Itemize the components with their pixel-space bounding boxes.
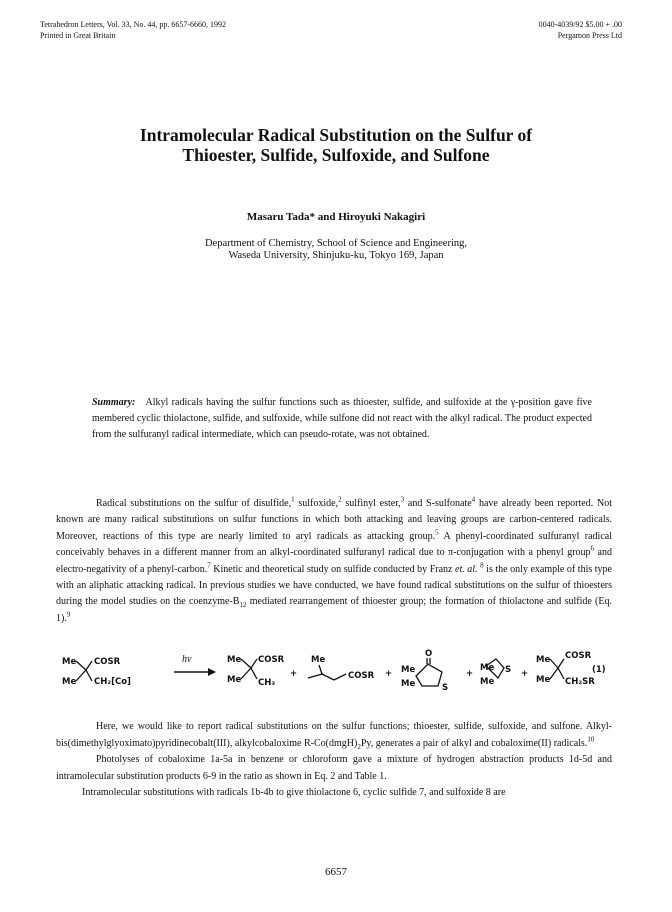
body-paragraph-1 bbox=[56, 496, 612, 627]
subscript-2: 2 bbox=[357, 742, 361, 751]
eq-label: Me bbox=[311, 655, 326, 665]
arrowhead-icon bbox=[208, 668, 216, 676]
body-paragraph-4: Intramolecular substitutions with radicals 1b-4b to give thiolactone 6, cyclic sulfide 7, and sulfoxide 8 are bbox=[82, 787, 506, 799]
eq-label: Me bbox=[480, 677, 495, 687]
eq-label: CH₃ bbox=[258, 678, 276, 688]
reference-mark: 4 bbox=[471, 495, 476, 504]
eq-label: CH₂SR bbox=[565, 677, 595, 687]
bond-line bbox=[308, 674, 322, 678]
eq-label: Me bbox=[227, 655, 242, 665]
eq-label: Me bbox=[536, 655, 551, 665]
reference-mark: 10 bbox=[587, 735, 595, 744]
bond-line bbox=[550, 668, 558, 679]
para1-text: Kinetic and theoretical study on sulfide conducted by Franz bbox=[210, 563, 456, 575]
eq-label: S bbox=[505, 665, 512, 675]
bond-line bbox=[241, 659, 251, 668]
summary-label: Summary: bbox=[92, 397, 136, 408]
bond-line bbox=[76, 661, 86, 670]
eq-label: Me bbox=[536, 675, 551, 685]
body-paragraph-2 bbox=[56, 719, 612, 802]
author-list: Masaru Tada* and Hiroyuki Nakagiri bbox=[246, 211, 426, 223]
para2-text: Py, generates a pair of alkyl and cobaloxime(II) radicals. bbox=[360, 737, 588, 749]
eq-label: Me bbox=[480, 663, 495, 673]
reference-mark: 3 bbox=[400, 495, 405, 504]
bond-line bbox=[241, 668, 251, 679]
running-header-printed: Printed in Great Britain bbox=[40, 31, 116, 40]
bond-line bbox=[322, 674, 334, 680]
ring-shape bbox=[416, 664, 442, 686]
eq-label: COSR bbox=[565, 651, 592, 661]
bond-line bbox=[251, 668, 257, 679]
para1-text: sulfinyl ester, bbox=[341, 498, 401, 509]
bond-line bbox=[558, 659, 564, 668]
reactant-structure bbox=[62, 657, 131, 687]
running-header-code: 0040-4039/92 $5.00 + .00 bbox=[538, 20, 622, 29]
eq-label: Me bbox=[62, 657, 77, 667]
product-3-structure bbox=[401, 649, 448, 693]
et-al: et. al. bbox=[455, 563, 478, 575]
reference-mark: 7 bbox=[207, 561, 211, 570]
eq-label: Me bbox=[62, 677, 77, 687]
running-header-publisher: Pergamon Press Ltd bbox=[557, 31, 622, 40]
para2-text: Here, we would like to report radical substitutions on the sulfur functions; thioester, sulfide, sulfoxide, and sulfone. Alkyl-bis(dimethylglyoximato)pyridinecobalt(III), alkylcobaloxime R-Co(dmgH) bbox=[56, 721, 612, 749]
paper-title bbox=[60, 125, 612, 165]
bond-line bbox=[319, 665, 322, 674]
bond-line bbox=[86, 670, 92, 681]
reference-mark: 1 bbox=[291, 495, 295, 504]
reference-mark: 9 bbox=[66, 610, 71, 619]
plus-sign: + bbox=[385, 669, 393, 679]
product-1-structure bbox=[227, 655, 285, 688]
affiliation-line-2: Waseda University, Shinjuku-ku, Tokyo 169, Japan bbox=[228, 250, 444, 261]
reaction-arrow bbox=[174, 654, 216, 676]
bond-line bbox=[76, 670, 86, 681]
bond-line bbox=[334, 674, 346, 680]
para1-text: mediated rearrangement of thioester group; the formation of thiolactone and sulfide (Eq. 1). bbox=[56, 596, 612, 624]
bond-line bbox=[550, 659, 558, 668]
para1-text: is the only example of this type with an aliphatic attacking radical. In previous studies we have conducted, we have found radical substitutions on the sulfur of thioesters during the model studies on the coenzyme-B bbox=[56, 563, 613, 608]
affiliation bbox=[0, 238, 672, 262]
eq-label: Me bbox=[227, 675, 242, 685]
eq-label: COSR bbox=[348, 671, 375, 681]
product-4-structure bbox=[480, 659, 511, 687]
eq-label: Me bbox=[401, 665, 416, 675]
body-paragraph-3: Photolyses of cobaloxime 1a-5a in benzene or chloroform gave a mixture of hydrogen abstraction products 1d-5d and intramolecular substitution products 6-9 in the ratio as shown in Eq. 2 and Table 1. bbox=[56, 754, 612, 782]
para1-text: Radical substitutions on the sulfur of disulfide, bbox=[96, 498, 292, 509]
hv-label: hv bbox=[182, 654, 192, 665]
eq-label: CH₂[Co] bbox=[94, 677, 131, 687]
eq-label: O bbox=[425, 649, 433, 659]
eq-label: COSR bbox=[94, 657, 121, 667]
product-2-structure bbox=[308, 655, 375, 681]
reference-mark: 6 bbox=[590, 544, 595, 553]
para1-text: and S-sulfonate bbox=[404, 498, 472, 509]
reference-mark: 5 bbox=[435, 528, 439, 537]
plus-sign: + bbox=[466, 669, 474, 679]
plus-sign: + bbox=[290, 669, 298, 679]
reference-mark: 2 bbox=[338, 495, 342, 504]
reaction-equation-1 bbox=[56, 648, 616, 698]
para1-text: sulfoxide, bbox=[294, 498, 339, 509]
bond-line bbox=[251, 659, 257, 668]
plus-sign: + bbox=[521, 669, 529, 679]
title-line-1: Intramolecular Radical Substitution on the Sulfur of bbox=[139, 125, 533, 145]
affiliation-line-1: Department of Chemistry, School of Science and Engineering, bbox=[204, 238, 468, 249]
bond-line bbox=[558, 668, 564, 679]
eq-label: Me bbox=[401, 679, 416, 689]
product-5-structure bbox=[536, 651, 595, 687]
para1-text: A phenyl-coordinated sulfuranyl radical conceivably behaves in a different manner from an alkyl-coordinated sulfuranyl radical due to π-conjugation with a phenyl group bbox=[56, 530, 612, 559]
page-number: 6657 bbox=[325, 866, 347, 878]
eq-label: S bbox=[442, 683, 449, 693]
title-line-2: Thioester, Sulfide, Sulfoxide, and Sulfone bbox=[182, 145, 490, 165]
para1-text: and electro-negativity of a phenyl-carbon. bbox=[56, 547, 612, 575]
reference-mark: 8 bbox=[480, 561, 484, 570]
subscript-12: 12 bbox=[239, 601, 247, 610]
summary-text: Alkyl radicals having the sulfur functions such as thioester, sulfide, and sulfoxide at the γ-position gave five membered cyclic thiolactone, sulfide, and sulfoxide, while sulfone did not react with the alkyl radical. The product expected from the sulfuranyl radical intermediate, which can pseudo-rotate, was not obtained. bbox=[92, 397, 592, 441]
equation-number: (1) bbox=[592, 665, 606, 675]
para1-text: have already been reported. Not known are many radical substitutions on sulfur functions in which both attacking and leaving groups are carbon-centered radicals. Moreover, reactions of this type are nearly limited to aryl radicals as attacking group. bbox=[56, 498, 612, 542]
eq-label: COSR bbox=[258, 655, 285, 665]
running-header-journal: Tetrahedron Letters, Vol. 33, No. 44, pp. 6657-6660, 1992 bbox=[40, 20, 227, 29]
summary-block bbox=[92, 395, 592, 444]
bond-line bbox=[86, 661, 92, 670]
